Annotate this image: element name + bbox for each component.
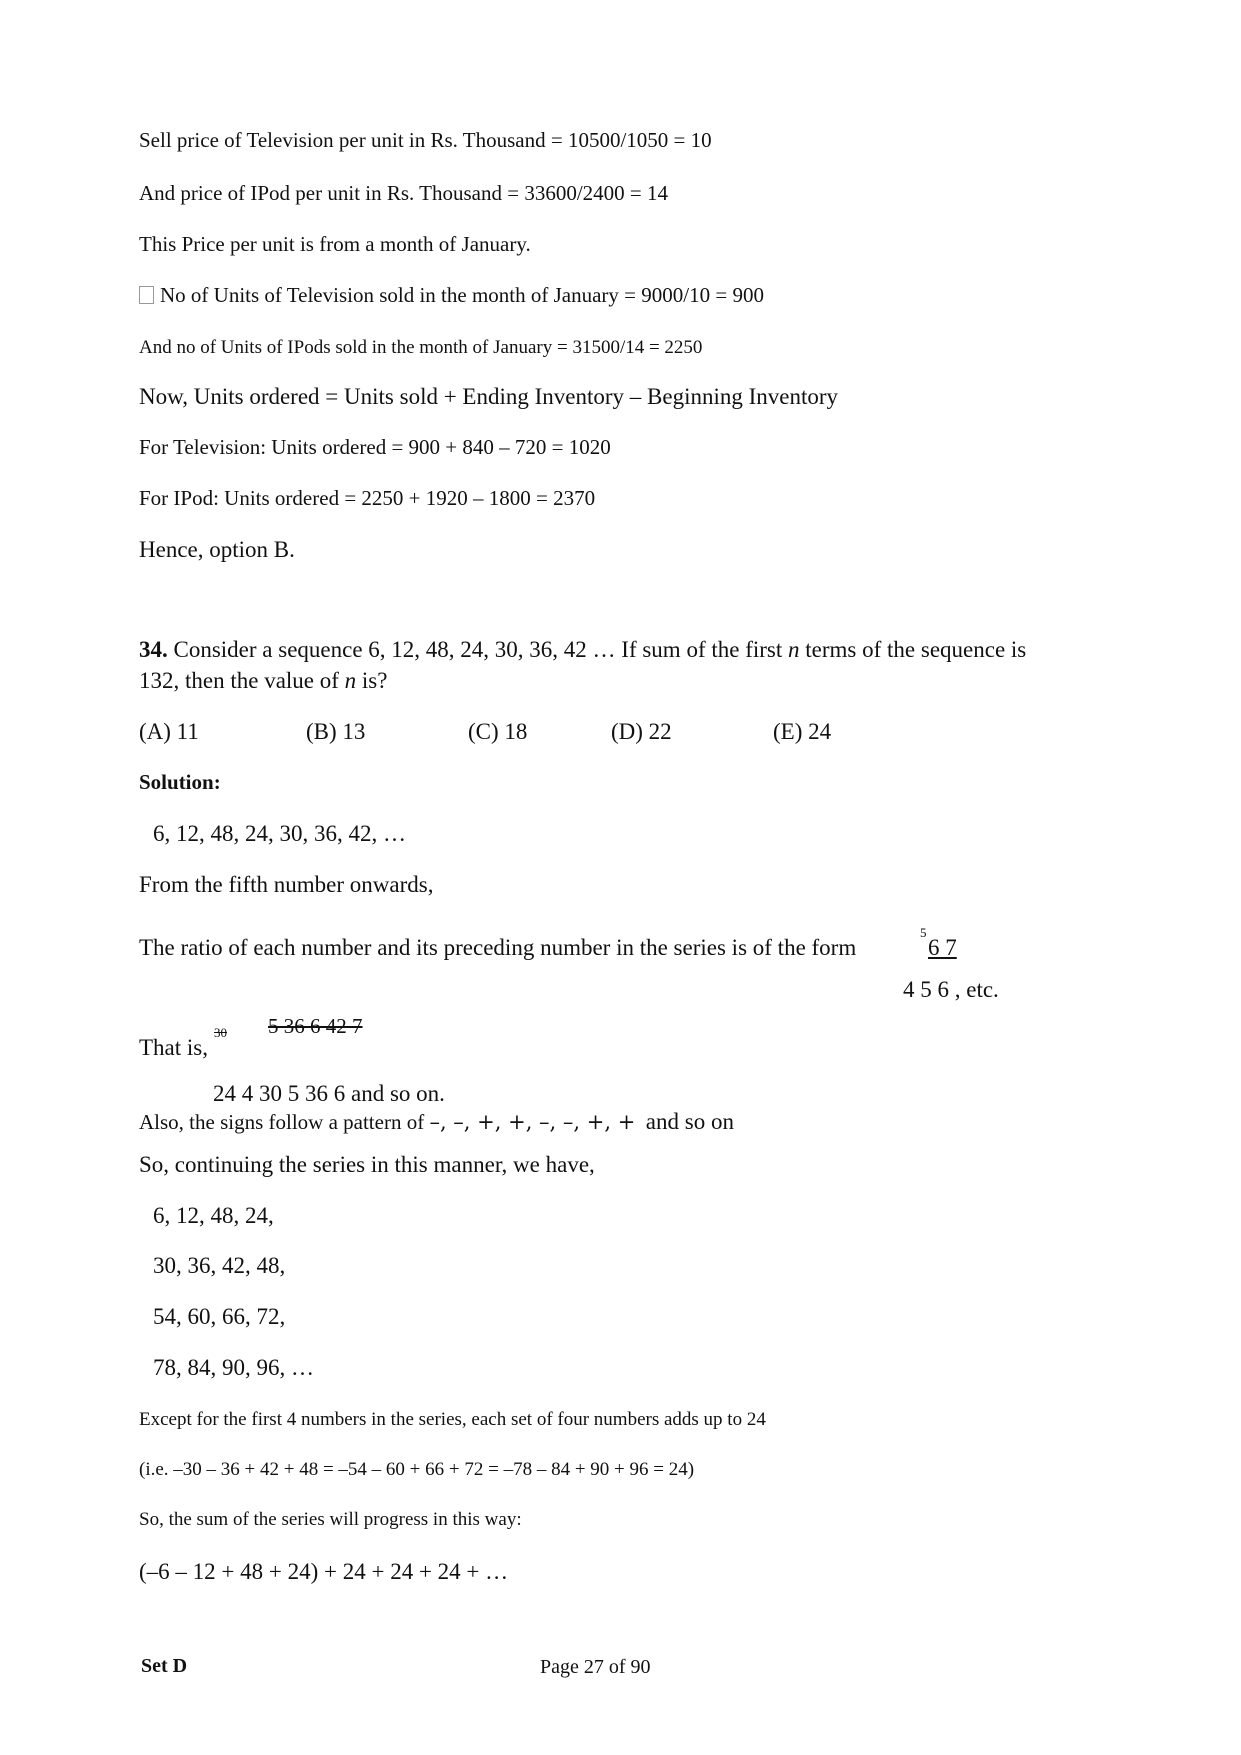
footer-page: Page 27 of 90	[540, 1656, 651, 1678]
except-line: Except for the first 4 numbers in the series, each set of four numbers adds up to 24	[139, 1409, 766, 1430]
ratio-frac-top: 5	[920, 925, 927, 940]
series-row-1: 6, 12, 48, 24,	[153, 1203, 274, 1228]
line-tv-price: Sell price of Television per unit in Rs. Thousand = 10500/1050 = 10	[139, 128, 712, 152]
question-line-1	[139, 638, 1026, 661]
line-ipod-price: And price of IPod per unit in Rs. Thousand = 33600/2400 = 14	[139, 181, 669, 205]
footer-set-text: Set D	[141, 1655, 188, 1677]
ratio-frac-nums: 6 7	[928, 935, 957, 960]
solution-sequence: 6, 12, 48, 24, 30, 36, 42, …	[153, 821, 406, 846]
solution-fifth: From the fifth number onwards,	[139, 872, 434, 897]
series-row-2: 30, 36, 42, 48,	[153, 1253, 286, 1278]
thatis-small: 30	[214, 1025, 227, 1040]
question-number: 34.	[139, 637, 168, 662]
sum-expression: (–6 – 12 + 48 + 24) + 24 + 24 + 24 + …	[139, 1559, 509, 1584]
line-ipod-ordered: For IPod: Units ordered = 2250 + 1920 – 1800 = 2370	[139, 486, 596, 510]
line-ipod-units: And no of Units of IPods sold in the month of January = 31500/14 = 2250	[139, 337, 703, 358]
question-text-a: Consider a sequence 6, 12, 48, 24, 30, 36, 42 … If sum of the first	[173, 637, 789, 662]
line-tv-units-text: No of Units of Television sold in the month of January = 9000/10 = 900	[160, 283, 764, 307]
option-a: (A) 11	[139, 719, 199, 744]
ratio-line: The ratio of each number and its preceding number in the series is of the form	[139, 935, 857, 960]
thatis-bottom: 24 4 30 5 36 6 and so on.	[213, 1081, 445, 1106]
thatis-top: 5 36 6 42 7	[268, 1014, 363, 1038]
continuing-line: So, continuing the series in this manner, we have,	[139, 1152, 595, 1177]
series-row-4: 78, 84, 90, 96, …	[153, 1355, 314, 1380]
series-row-3: 54, 60, 66, 72,	[153, 1304, 286, 1329]
question-text-d: is?	[356, 668, 388, 693]
option-e: (E) 24	[773, 719, 832, 744]
line-units-ordered: Now, Units ordered = Units sold + Ending Inventory – Beginning Inventory	[139, 384, 839, 409]
footer-set	[141, 1656, 187, 1676]
signs-line	[139, 1110, 734, 1133]
signs-c: and so on	[645, 1109, 734, 1134]
question-text-c: 132, then the value of	[139, 668, 345, 693]
line-tv-ordered: For Television: Units ordered = 900 + 840 – 720 = 1020	[139, 435, 611, 459]
signs-b: –, –, +, +, –, –, +, +	[429, 1110, 636, 1134]
line-answer: Hence, option B.	[139, 537, 295, 562]
question-var-n2: n	[344, 668, 357, 693]
line-january: This Price per unit is from a month of January.	[139, 232, 531, 256]
option-d: (D) 22	[611, 719, 672, 744]
question-text-b: terms of the sequence is	[799, 637, 1027, 662]
ratio-denoms: 4 5 6 , etc.	[903, 977, 999, 1002]
option-b: (B) 13	[306, 719, 366, 744]
signs-a: Also, the signs follow a pattern of	[139, 1110, 425, 1134]
solution-heading-text: Solution:	[139, 770, 221, 794]
sumway-line: So, the sum of the series will progress in this way:	[139, 1509, 522, 1530]
question-var-n: n	[788, 637, 800, 662]
solution-heading	[139, 772, 221, 793]
option-c: (C) 18	[468, 719, 528, 744]
question-line-2	[139, 669, 387, 692]
line-tv-units	[139, 285, 764, 306]
therefore-icon	[139, 286, 154, 304]
thatis-label: That is,	[139, 1035, 208, 1060]
ie-line: (i.e. –30 – 36 + 42 + 48 = –54 – 60 + 66 + 72 = –78 – 84 + 90 + 96 = 24)	[139, 1459, 695, 1480]
